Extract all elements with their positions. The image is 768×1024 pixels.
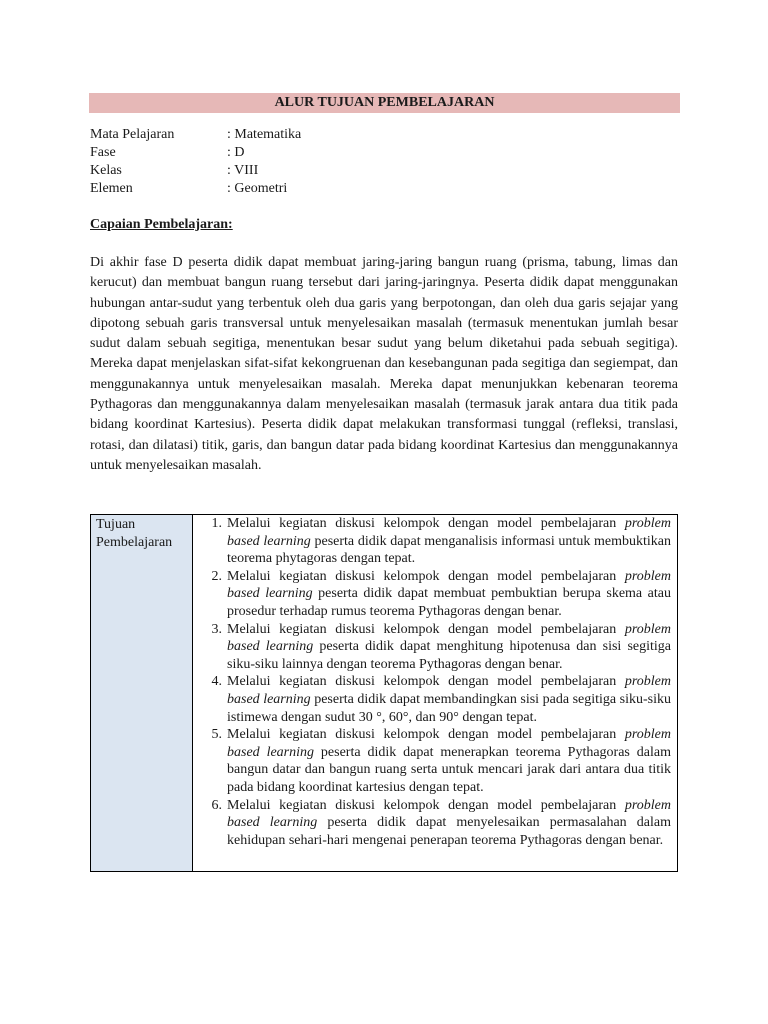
list-item (201, 726, 671, 796)
meta-value: : D (227, 145, 245, 160)
page-title: ALUR TUJUAN PEMBELAJARAN (89, 93, 680, 113)
meta-value: : Geometri (227, 181, 288, 196)
list-item (201, 673, 671, 726)
item-text: Melalui kegiatan diskusi kelompok dengan model pembelajaran problem based learning peserta didik dapat membandingkan sisi pada segitiga siku-siku istimewa dengan sudut 30 °, 60°, dan 90° dengan tepat. (227, 674, 671, 725)
tujuan-label: Tujuan Pembelajaran (96, 517, 173, 550)
item-number: 3. (211, 621, 222, 637)
tujuan-content-cell (193, 515, 677, 871)
item-number: 2. (211, 568, 222, 584)
meta-label: Elemen (90, 181, 133, 196)
list-item (201, 568, 671, 621)
meta-value: : VIII (227, 163, 259, 178)
item-number: 1. (211, 516, 222, 531)
item-text: Melalui kegiatan diskusi kelompok dengan model pembelajaran problem based learning peserta didik dapat menghitung hipotenusa dan sisi segitiga siku-siku lainnya dengan teorema Pythagoras dengan benar. (227, 621, 671, 672)
tujuan-list (201, 515, 671, 849)
meta-row-element (90, 180, 301, 198)
meta-value: : Matematika (227, 127, 302, 142)
item-text: Melalui kegiatan diskusi kelompok dengan model pembelajaran problem based learning peserta didik dapat membuat pembuktian berupa skema atau prosedur terhadap rumus teorema Pythagoras dengan benar. (227, 568, 671, 619)
meta-info (90, 126, 301, 198)
item-number: 5. (211, 727, 222, 743)
item-text: Melalui kegiatan diskusi kelompok dengan model pembelajaran problem based learning peserta didik dapat menerapkan teorema Pythagoras dalam bangun datar dan bangun ruang serta untuk mencari jarak dari antara dua titik pada bidang koordinat kartesius dengan tepat. (227, 727, 671, 795)
meta-row-subject (90, 126, 301, 144)
meta-label: Kelas (90, 163, 122, 178)
capaian-body: Di akhir fase D peserta didik dapat membuat jaring-jaring bangun ruang (prisma, tabung, limas dan kerucut) dan membuat bangun ruang tersebut dari jaring-jaringnya. Peserta didik dapat menggunakan hubungan antar-sudut yang terbentuk oleh dua garis yang berpotongan, dan oleh dua garis sejajar yang dipotong sebuah garis transversal untuk menyelesaikan masalah (termasuk menentukan jumlah besar sudut dalam sebuah segitiga, menentukan besar sudut yang belum diketahui pada sebuah segitiga). Mereka dapat menjelaskan sifat-sifat kekongruenan dan kesebangunan pada segitiga dan segiempat, dan menggunakannya untuk menyelesaikan masalah. Mereka dapat menunjukkan kebenaran teorema Pythagoras dan menggunakannya dalam menyelesaikan masalah (termasuk jarak antara dua titik pada bidang koordinat Kartesius). Peserta didik dapat melakukan transformasi tunggal (refleksi, translasi, rotasi, dan dilatasi) titik, garis, dan bangun datar pada bidang koordinat Kartesius dan menggunakannya untuk menyelesaikan masalah. (90, 255, 678, 473)
list-item (201, 621, 671, 674)
item-text: Melalui kegiatan diskusi kelompok dengan model pembelajaran problem based learning peserta didik dapat menyelesaikan permasalahan dalam kehidupan sehari-hari mengenai penerapan teorema Pythagoras dengan benar. (227, 797, 671, 848)
meta-label: Fase (90, 145, 116, 160)
item-text: Melalui kegiatan diskusi kelompok dengan model pembelajaran problem based learning peserta didik dapat menganalisis informasi untuk membuktikan teorema phytagoras dengan tepat. (227, 516, 671, 567)
meta-label: Mata Pelajaran (90, 127, 175, 142)
tujuan-table (90, 514, 678, 872)
item-number: 4. (211, 674, 222, 690)
item-number: 6. (211, 797, 222, 813)
list-item (201, 515, 671, 568)
meta-row-class (90, 162, 301, 180)
meta-row-phase (90, 144, 301, 162)
list-item (201, 797, 671, 850)
capaian-heading: Capaian Pembelajaran: (90, 217, 233, 232)
tujuan-label-cell (91, 515, 193, 871)
